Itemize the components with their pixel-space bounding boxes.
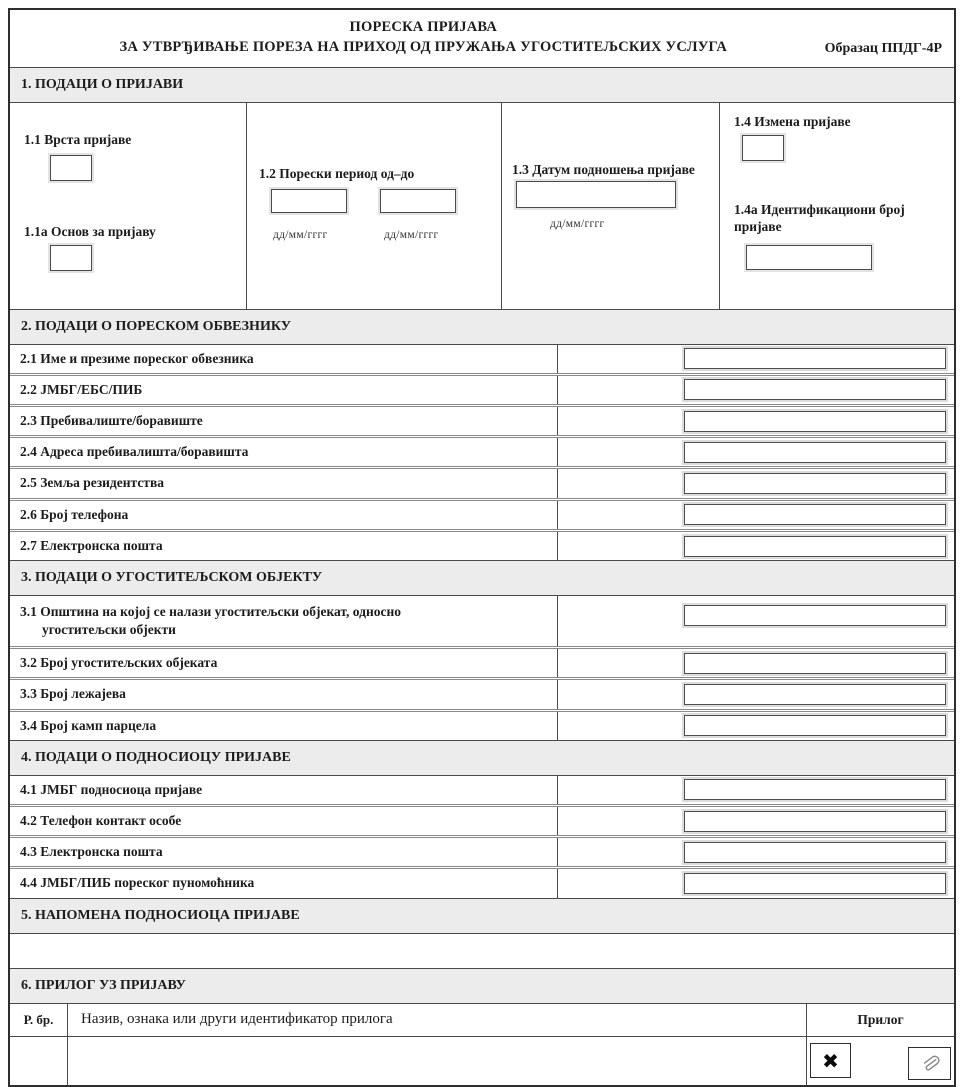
field-2-7-input[interactable] xyxy=(684,536,946,557)
paperclip-icon xyxy=(919,1053,941,1075)
section-2-header: 2. ПОДАЦИ О ПОРЕСКОМ ОБВЕЗНИКУ xyxy=(10,309,954,345)
form-row xyxy=(10,807,954,838)
field-4-2-input[interactable] xyxy=(684,811,946,832)
field-4-3-input[interactable] xyxy=(684,842,946,863)
form-title-line2: ЗА УТВРЂИВАЊЕ ПОРЕЗА НА ПРИХОД ОД ПРУЖАЊА УГОСТИТЕЉСКИХ УСЛУГА xyxy=(119,39,728,56)
field-1-4-label: 1.4 Измена пријаве xyxy=(734,113,851,129)
form-row xyxy=(10,776,954,807)
section-1-col-3 xyxy=(502,103,720,309)
field-3-1-input[interactable] xyxy=(684,605,946,626)
field-1-2-to-hint: дд/мм/гггг xyxy=(384,228,439,241)
field-1-4-input[interactable] xyxy=(742,135,784,161)
field-4-4-label: 4.4 ЈМБГ/ПИБ пореског пуномоћника xyxy=(10,869,558,897)
attachments-col-attachment: Прилог xyxy=(857,1011,904,1027)
form-title xyxy=(22,17,825,58)
field-2-1-input[interactable] xyxy=(684,348,946,369)
field-1-2-from-hint: дд/мм/гггг xyxy=(273,228,328,241)
section-1-header: 1. ПОДАЦИ О ПРИЈАВИ xyxy=(10,67,954,103)
field-4-1-label: 4.1 ЈМБГ подносиоца пријаве xyxy=(10,776,558,804)
section-1-col-1 xyxy=(10,103,247,309)
field-1-3-hint: дд/мм/гггг xyxy=(550,217,605,230)
field-3-3-label: 3.3 Број лежајева xyxy=(10,680,558,708)
field-4-1-input[interactable] xyxy=(684,779,946,800)
section-1-col-4 xyxy=(720,103,954,309)
field-2-6-label: 2.6 Број телефона xyxy=(10,501,558,529)
tax-form xyxy=(8,8,956,1087)
form-row xyxy=(10,469,954,500)
section-3-rows xyxy=(10,596,954,740)
field-1-1a-label: 1.1а Основ за пријаву xyxy=(24,223,156,239)
field-2-1-label: 2.1 Име и презиме пореског обвезника xyxy=(10,345,558,373)
field-1-4a-label: 1.4а Идентификациони број пријаве xyxy=(734,201,905,235)
field-3-1-label-line2: угоститељски објекти xyxy=(42,622,176,638)
section-4-header: 4. ПОДАЦИ О ПОДНОСИОЦУ ПРИЈАВЕ xyxy=(10,740,954,776)
form-row xyxy=(10,345,954,376)
attachment-actions-cell xyxy=(807,1037,954,1085)
field-2-5-label: 2.5 Земља резидентства xyxy=(10,469,558,497)
field-2-4-label: 2.4 Адреса пребивалишта/боравишта xyxy=(10,438,558,466)
field-1-2-from-input[interactable] xyxy=(271,189,347,213)
note-input-area[interactable] xyxy=(10,934,954,969)
section-5-header: 5. НАПОМЕНА ПОДНОСИОЦА ПРИЈАВЕ xyxy=(10,898,954,934)
attachments-col-name: Назив, ознака или други идентификатор прилога xyxy=(68,1004,807,1036)
field-2-3-input[interactable] xyxy=(684,411,946,432)
field-1-3-label: 1.3 Датум подношења пријаве xyxy=(512,161,695,177)
field-1-2-label: 1.2 Порески период од–до xyxy=(259,165,415,181)
form-row xyxy=(10,596,954,649)
field-4-4-input[interactable] xyxy=(684,873,946,894)
field-3-3-input[interactable] xyxy=(684,684,946,705)
field-4-2-label: 4.2 Телефон контакт особе xyxy=(10,807,558,835)
section-1-body xyxy=(10,103,954,309)
form-row xyxy=(10,869,954,897)
attachment-upload-button[interactable] xyxy=(908,1047,951,1080)
field-3-2-input[interactable] xyxy=(684,653,946,674)
field-2-5-input[interactable] xyxy=(684,473,946,494)
field-2-7-label: 2.7 Електронска пошта xyxy=(10,532,558,560)
section-1-col-2 xyxy=(247,103,502,309)
field-3-4-label: 3.4 Број камп парцела xyxy=(10,712,558,740)
attachment-delete-button[interactable] xyxy=(810,1043,851,1078)
form-code-badge: Образац ППДГ-4Р xyxy=(824,40,942,56)
form-row xyxy=(10,680,954,711)
field-3-4-input[interactable] xyxy=(684,715,946,736)
field-3-1-label-line1: 3.1 Општина на којој се налази угоститељски објекат, односно xyxy=(20,603,402,619)
field-1-4a-input[interactable] xyxy=(746,245,872,270)
attachments-table-header xyxy=(10,1004,954,1037)
section-3-header: 3. ПОДАЦИ О УГОСТИТЕЉСКОМ ОБЈЕКТУ xyxy=(10,560,954,596)
section-4-rows xyxy=(10,776,954,898)
form-row xyxy=(10,376,954,407)
field-1-3-input[interactable] xyxy=(516,181,676,208)
form-title-bar xyxy=(10,10,954,67)
field-2-3-label: 2.3 Пребивалиште/боравиште xyxy=(10,407,558,435)
field-1-1-input[interactable] xyxy=(50,155,92,181)
field-2-6-input[interactable] xyxy=(684,504,946,525)
field-1-1a-input[interactable] xyxy=(50,245,92,271)
form-row xyxy=(10,649,954,680)
field-2-2-input[interactable] xyxy=(684,379,946,400)
field-2-2-label: 2.2 ЈМБГ/ЕБС/ПИБ xyxy=(10,376,558,404)
form-row xyxy=(10,438,954,469)
form-row xyxy=(10,838,954,869)
form-row xyxy=(10,407,954,438)
form-row xyxy=(10,712,954,740)
field-2-4-input[interactable] xyxy=(684,442,946,463)
attachments-table-row xyxy=(10,1037,954,1085)
field-3-1-label xyxy=(10,596,558,646)
attachment-name-cell[interactable] xyxy=(68,1037,807,1085)
section-2-rows xyxy=(10,345,954,561)
form-title-line1: ПОРЕСКА ПРИЈАВА xyxy=(349,19,498,35)
form-row xyxy=(10,532,954,560)
field-1-1-label: 1.1 Врста пријаве xyxy=(24,131,132,147)
form-row xyxy=(10,501,954,532)
field-1-2-to-input[interactable] xyxy=(380,189,456,213)
field-4-3-label: 4.3 Електронска пошта xyxy=(10,838,558,866)
delete-x-icon: ✖ xyxy=(822,1048,839,1073)
section-6-header: 6. ПРИЛОГ УЗ ПРИЈАВУ xyxy=(10,969,954,1004)
attachments-col-number: Р. бр. xyxy=(10,1004,68,1036)
field-3-2-label: 3.2 Број угоститељских објеката xyxy=(10,649,558,677)
attachment-number-cell[interactable] xyxy=(10,1037,68,1085)
